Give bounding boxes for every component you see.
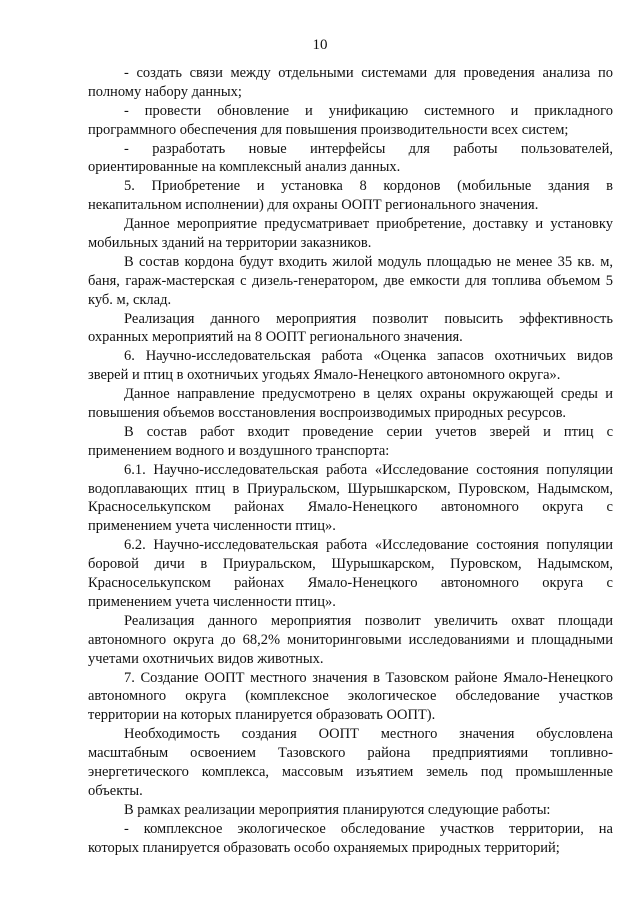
text-line: 6.2. Научно-исследовательская работа «Исследование состояния популяции [124,537,613,554]
text-line: некапитальном исполнении) для охраны ООПТ регионального значения. [88,197,539,214]
text-line: применением учета численности птиц». [88,518,336,535]
text-line: Данное направление предусмотрено в целях охраны окружающей среды и [124,386,613,403]
text-line: - создать связи между отдельными системами для проведения анализа по [124,65,613,81]
text-line: объекты. [88,782,143,799]
text-line: территории на которых планируется образовать ООПТ). [88,707,436,724]
text-line: 6. Научно-исследовательская работа «Оценка запасов охотничьих видов [124,348,613,365]
text-line: программного обеспечения для повышения производительности всех систем; [88,121,569,138]
text-line: В состав кордона будут входить жилой модуль площадью не менее 35 кв. м, [124,253,613,270]
text-line: В состав работ входит проведение серии учетов зверей и птиц с [124,423,613,440]
text-line: Красноселькупском районах Ямало-Ненецкого автономного округа с [88,499,613,516]
text-line: которых планируется образовать особо охраняемых природных территорий; [88,839,560,856]
text-line: - провести обновление и унификацию системного и прикладного [124,102,613,119]
text-line: Реализация данного мероприятия позволит увеличить охват площади [124,612,613,629]
text-line: - комплексное экологическое обследование участков территории, на [124,820,613,837]
text-line: Реализация данного мероприятия позволит повысить эффективность [124,310,613,327]
text-line: зверей и птиц в охотничьих угодьях Ямало-Ненецкого автономного округа». [88,367,561,384]
text-line: автономного округа (комплексное экологическое обследование участков [88,688,613,705]
text-line: ориентированные на комплексный анализ данных. [88,159,401,176]
text-line: 6.1. Научно-исследовательская работа «Исследование состояния популяции [124,461,613,478]
text-line: боровой дичи в Приуральском, Шурышкарском, Пуровском, Надымском, [88,556,613,573]
text-line: Данное мероприятие предусматривает приобретение, доставку и установку [124,216,613,233]
text-line: применением учета численности птиц». [88,593,336,610]
text-line: - разработать новые интерфейсы для работы пользователей, [124,140,613,157]
text-line: 5. Приобретение и установка 8 кордонов (мобильные здания в [124,178,613,195]
document-body [88,64,613,857]
text-line: учетами охотничьих видов животных. [88,650,324,667]
text-line: охранных мероприятий на 8 ООПТ регионального значения. [88,329,463,346]
text-line: энергетического комплекса, массовым изъятием земель под промышленные [88,763,613,780]
text-line: Необходимость создания ООПТ местного значения обусловлена [124,726,613,743]
text-line: баня, гараж-мастерская с дизель-генератором, две емкости для топлива объемом 5 [88,272,613,289]
text-line: автономного округа до 68,2% мониторинговыми исследованиями и площадными [88,631,613,648]
text-line: куб. м, склад. [88,291,172,308]
text-line: В рамках реализации мероприятия планируются следующие работы: [124,801,551,818]
text-line: полному набору данных; [88,83,242,100]
text-line: масштабным освоением Тазовского района предприятиями топливно- [88,745,613,762]
text-line: применением водного и воздушного транспорта: [88,442,390,459]
text-line: Красноселькупском районах Ямало-Ненецкого автономного округа с [88,575,613,592]
text-line: мобильных зданий на территории заказников. [88,235,372,252]
text-line: повышения объемов восстановления воспроизводимых природных ресурсов. [88,405,567,422]
text-line: водоплавающих птиц в Приуральском, Шурышкарском, Пуровском, Надымском, [88,480,613,497]
page-number: 10 [312,37,328,53]
text-line: 7. Создание ООПТ местного значения в Тазовском районе Ямало-Ненецкого [124,669,613,686]
